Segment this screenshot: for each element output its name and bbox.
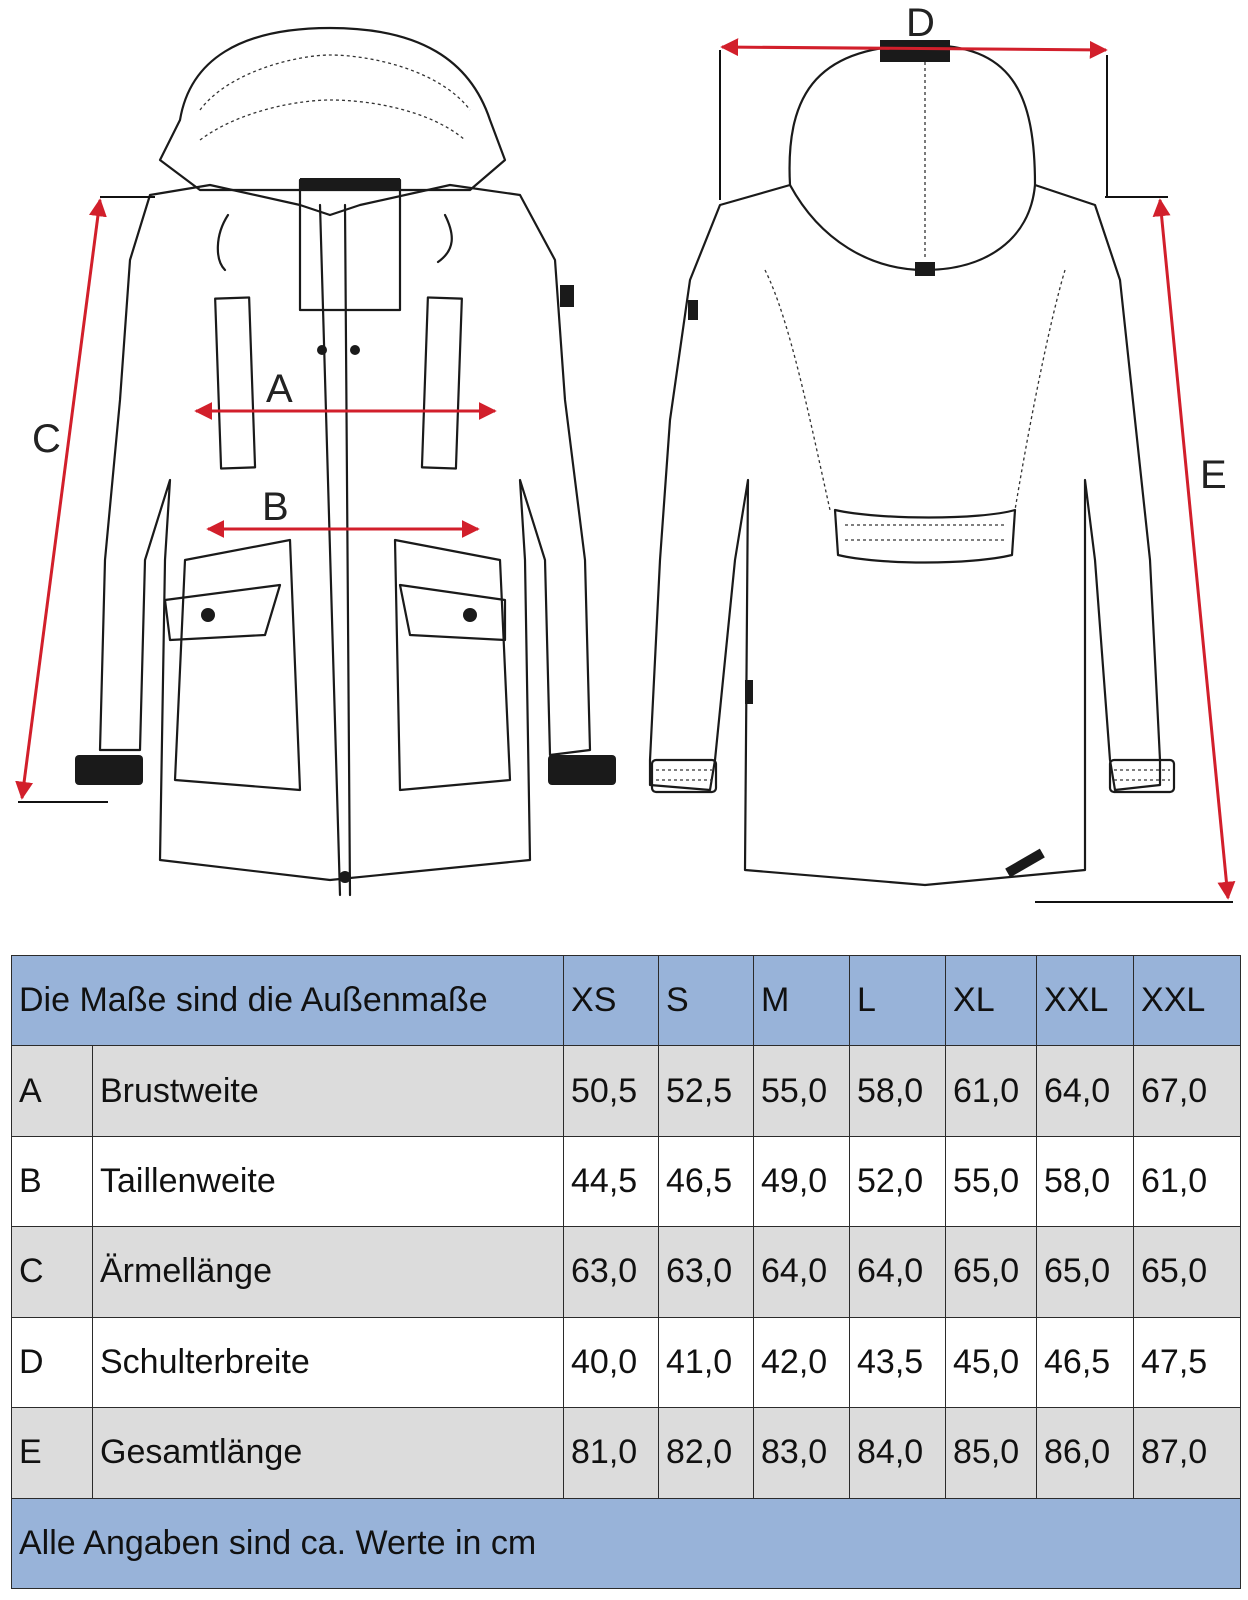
measure-value: 50,5 bbox=[564, 1046, 659, 1136]
shoulder-width-line bbox=[722, 47, 1106, 50]
size-header: L bbox=[850, 956, 946, 1046]
measure-value: 64,0 bbox=[850, 1227, 946, 1317]
measure-value: 40,0 bbox=[564, 1317, 659, 1407]
measure-label: Schulterbreite bbox=[93, 1317, 564, 1407]
measure-value: 49,0 bbox=[754, 1136, 850, 1226]
measure-label: Brustweite bbox=[93, 1046, 564, 1136]
measure-value: 63,0 bbox=[564, 1227, 659, 1317]
table-row bbox=[12, 1317, 1241, 1407]
size-header: S bbox=[659, 956, 754, 1046]
measure-value: 67,0 bbox=[1134, 1046, 1241, 1136]
measure-key: E bbox=[12, 1408, 93, 1498]
measure-key: B bbox=[12, 1136, 93, 1226]
measure-value: 83,0 bbox=[754, 1408, 850, 1498]
measure-label: Taillenweite bbox=[93, 1136, 564, 1226]
size-table bbox=[11, 955, 1241, 1589]
dimension-lines bbox=[18, 47, 1233, 902]
measure-value: 82,0 bbox=[659, 1408, 754, 1498]
marker-e: E bbox=[1200, 453, 1227, 497]
measure-value: 58,0 bbox=[850, 1046, 946, 1136]
measure-value: 87,0 bbox=[1134, 1408, 1241, 1498]
marker-a: A bbox=[266, 367, 293, 411]
total-length-line bbox=[1160, 200, 1228, 898]
table-row bbox=[12, 1227, 1241, 1317]
table-footer-note: Alle Angaben sind ca. Werte in cm bbox=[12, 1498, 1241, 1588]
measure-value: 65,0 bbox=[946, 1227, 1037, 1317]
measure-value: 58,0 bbox=[1037, 1136, 1134, 1226]
measure-value: 85,0 bbox=[946, 1408, 1037, 1498]
measure-value: 46,5 bbox=[659, 1136, 754, 1226]
measure-value: 61,0 bbox=[1134, 1136, 1241, 1226]
table-row bbox=[12, 1136, 1241, 1226]
measure-value: 64,0 bbox=[1037, 1046, 1134, 1136]
measure-key: D bbox=[12, 1317, 93, 1407]
measure-label: Ärmellänge bbox=[93, 1227, 564, 1317]
marker-d: D bbox=[906, 1, 935, 45]
measure-value: 55,0 bbox=[946, 1136, 1037, 1226]
measure-value: 84,0 bbox=[850, 1408, 946, 1498]
measure-value: 41,0 bbox=[659, 1317, 754, 1407]
measure-value: 55,0 bbox=[754, 1046, 850, 1136]
size-header: XS bbox=[564, 956, 659, 1046]
measure-value: 65,0 bbox=[1134, 1227, 1241, 1317]
measure-value: 44,5 bbox=[564, 1136, 659, 1226]
size-header: XXL bbox=[1134, 956, 1241, 1046]
table-caption: Die Maße sind die Außenmaße bbox=[12, 956, 564, 1046]
measure-value: 64,0 bbox=[754, 1227, 850, 1317]
table-row bbox=[12, 1408, 1241, 1498]
table-row bbox=[12, 1046, 1241, 1136]
jacket-back-drawing bbox=[650, 40, 1174, 885]
size-header: XXL bbox=[1037, 956, 1134, 1046]
measure-label: Gesamtlänge bbox=[93, 1408, 564, 1498]
measure-value: 42,0 bbox=[754, 1317, 850, 1407]
table-footer-row bbox=[12, 1498, 1241, 1588]
measure-value: 61,0 bbox=[946, 1046, 1037, 1136]
sleeve-length-line bbox=[22, 200, 100, 798]
dimension-labels bbox=[32, 1, 1227, 529]
measure-value: 52,0 bbox=[850, 1136, 946, 1226]
measure-value: 43,5 bbox=[850, 1317, 946, 1407]
jacket-front-drawing bbox=[75, 28, 616, 895]
measure-key: C bbox=[12, 1227, 93, 1317]
measure-value: 65,0 bbox=[1037, 1227, 1134, 1317]
size-header: M bbox=[754, 956, 850, 1046]
measure-key: A bbox=[12, 1046, 93, 1136]
measure-value: 81,0 bbox=[564, 1408, 659, 1498]
table-header-row bbox=[12, 956, 1241, 1046]
size-header: XL bbox=[946, 956, 1037, 1046]
measure-value: 46,5 bbox=[1037, 1317, 1134, 1407]
measure-value: 47,5 bbox=[1134, 1317, 1241, 1407]
marker-b: B bbox=[262, 485, 289, 529]
marker-c: C bbox=[32, 417, 61, 461]
measure-value: 63,0 bbox=[659, 1227, 754, 1317]
measure-value: 45,0 bbox=[946, 1317, 1037, 1407]
measure-value: 86,0 bbox=[1037, 1408, 1134, 1498]
measure-value: 52,5 bbox=[659, 1046, 754, 1136]
